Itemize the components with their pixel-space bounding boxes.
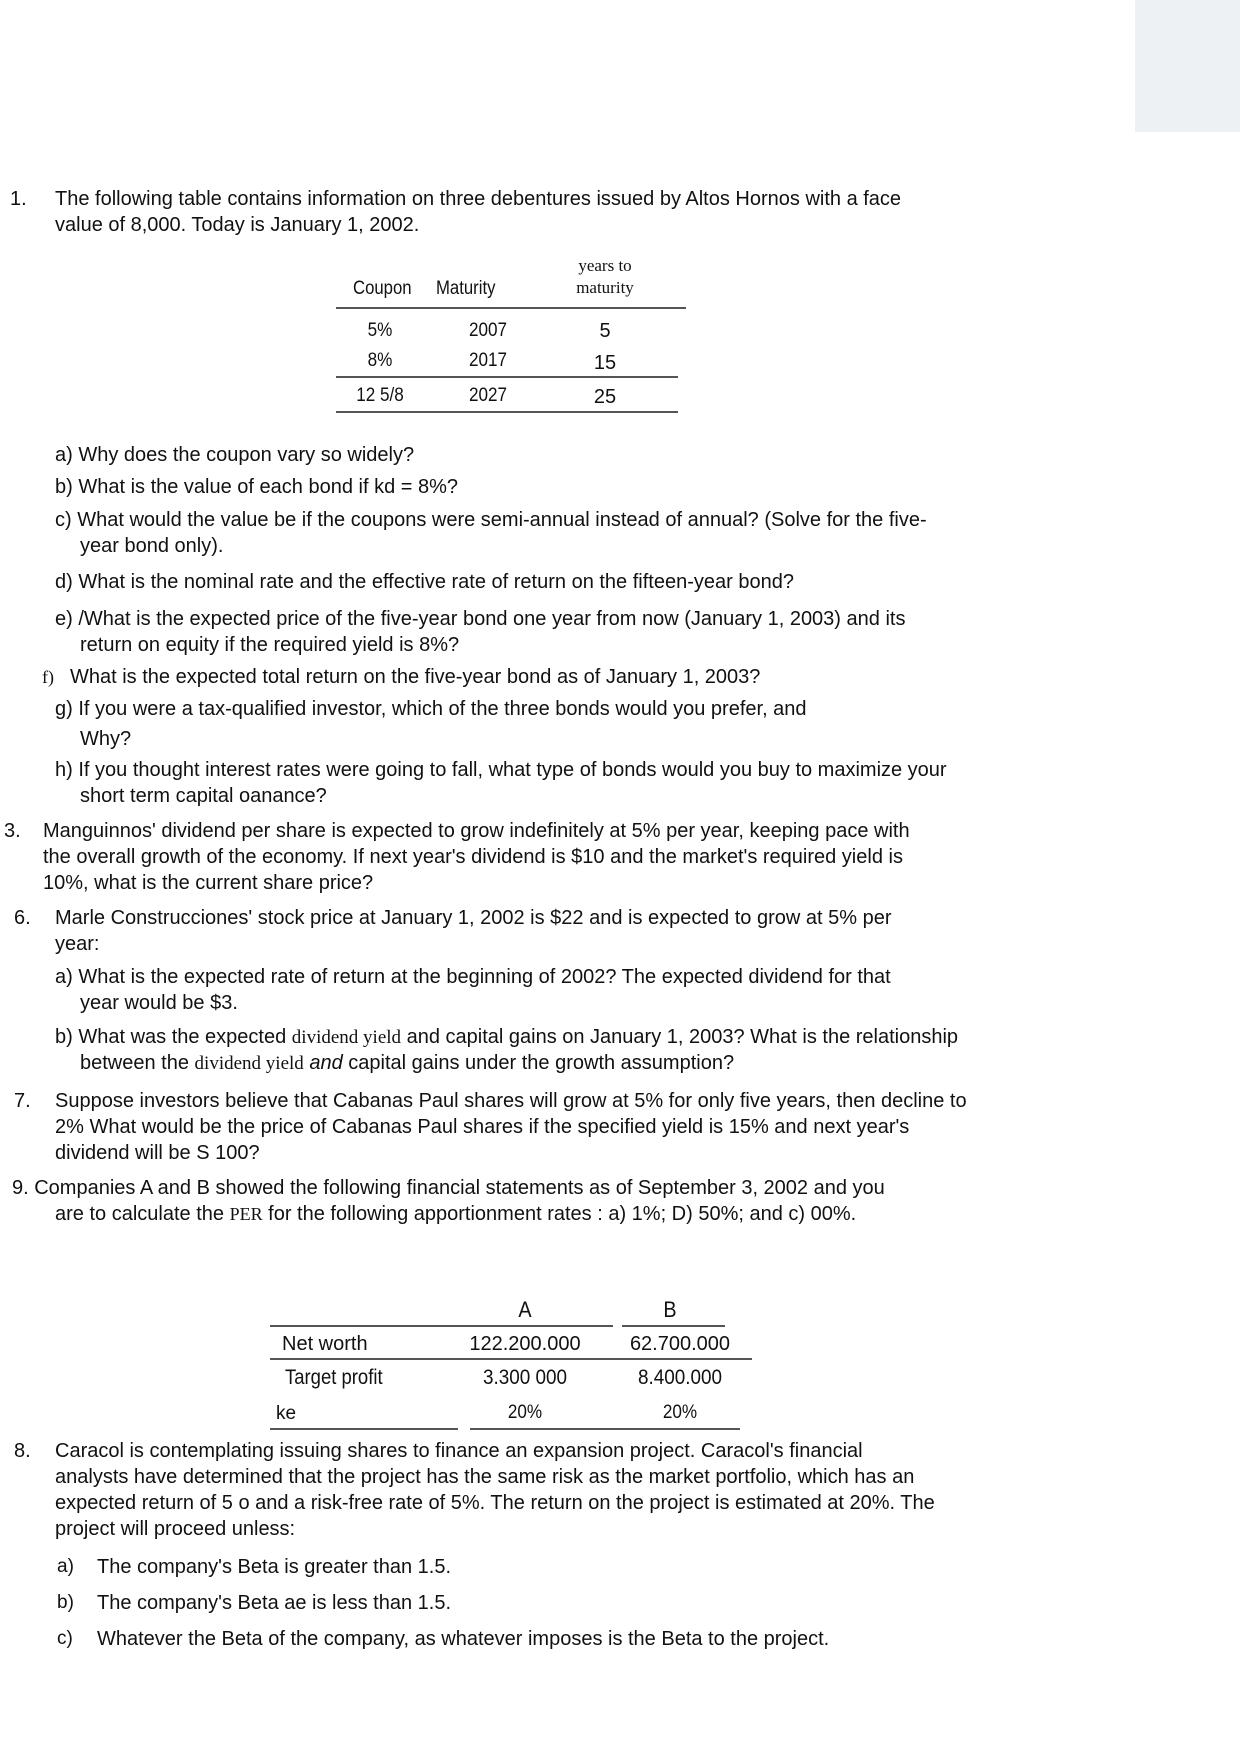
q1-part-h-line1: h) If you thought interest rates were going to fall, what type of bonds would you buy to maximize your bbox=[55, 759, 947, 781]
q6-part-b-line1 bbox=[55, 1024, 958, 1051]
bond-row1-years: 5 bbox=[599, 320, 611, 342]
q7-number: 7. bbox=[14, 1090, 31, 1112]
bond-header-coupon: Coupon bbox=[353, 278, 412, 299]
q3-line1: Manguinnos' dividend per share is expected to grow indefinitely at 5% per year, keeping pace with bbox=[43, 820, 910, 842]
q9-line2 bbox=[55, 1201, 856, 1227]
q1-part-g-line1: g) If you were a tax-qualified investor, which of the three bonds would you prefer, and bbox=[55, 698, 807, 720]
company-row1-label: Net worth bbox=[282, 1333, 368, 1355]
bond-bottom-rule bbox=[336, 411, 678, 413]
q1-part-e-line2: return on equity if the required yield is 8%? bbox=[80, 634, 460, 656]
q1-part-c-line2: year bond only). bbox=[80, 535, 224, 557]
company-header-rule-a bbox=[270, 1325, 613, 1327]
q6-part-a-line1: a) What is the expected rate of return at the beginning of 2002? The expected dividend for that bbox=[55, 966, 891, 988]
bond-row3-coupon: 12 5/8 bbox=[356, 385, 404, 406]
q6-b2-post: capital gains under the growth assumption? bbox=[348, 1052, 735, 1074]
bond-row2-coupon: 8% bbox=[367, 350, 393, 371]
q1-part-h-line2: short term capital oanance? bbox=[80, 785, 327, 807]
q8-line3: expected return of 5 o and a risk-free rate of 5%. The return on the project is estimated at 20%. The bbox=[55, 1492, 935, 1514]
q6-line2: year: bbox=[55, 933, 100, 955]
q3-number: 3. bbox=[4, 820, 21, 842]
q6-part-b-line2 bbox=[80, 1050, 734, 1077]
q8-line4: project will proceed unless: bbox=[55, 1518, 296, 1540]
q1-part-a: a) Why does the coupon vary so widely? bbox=[55, 444, 415, 466]
q6-number: 6. bbox=[14, 907, 31, 929]
q6-b1-term: dividend yield bbox=[291, 1027, 402, 1048]
q1-part-c-line1: c) What would the value be if the coupons were semi-annual instead of annual? (Solve for the five- bbox=[55, 509, 927, 531]
q1-part-b: b) What is the value of each bond if kd = 8%? bbox=[55, 476, 459, 498]
q8-number: 8. bbox=[14, 1440, 31, 1462]
corner-shade bbox=[1135, 0, 1240, 132]
q8-option-a-text: The company's Beta is greater than 1.5. bbox=[97, 1556, 452, 1578]
q6-line1: Marle Construcciones' stock price at January 1, 2002 is $22 and is expected to grow at 5% per bbox=[55, 907, 892, 929]
bond-row3-years: 25 bbox=[593, 386, 617, 408]
q7-line2: 2% What would be the price of Cabanas Paul shares if the specified yield is 15% and next year's bbox=[55, 1116, 910, 1138]
q1-part-f-label: f) bbox=[42, 667, 54, 687]
q7-line3: dividend will be S 100? bbox=[55, 1142, 260, 1164]
q1-part-d: d) What is the nominal rate and the effective rate of return on the fifteen-year bond? bbox=[55, 571, 794, 593]
bond-row1-maturity: 2007 bbox=[468, 320, 508, 341]
bond-header-years: years to bbox=[578, 256, 632, 275]
q1-line2: value of 8,000. Today is January 1, 2002. bbox=[55, 214, 420, 236]
bond-row3-maturity: 2027 bbox=[468, 385, 508, 406]
q6-b2-term: dividend yield bbox=[194, 1053, 304, 1074]
company-row1-a: 122.200.000 bbox=[469, 1333, 581, 1355]
q1-line1: The following table contains information on three debentures issued by Altos Hornos with a face bbox=[55, 188, 902, 210]
company-row2-label: Target profit bbox=[285, 1366, 383, 1389]
bond-row1-coupon: 5% bbox=[367, 320, 393, 341]
q7-line1: Suppose investors believe that Cabanas Paul shares will grow at 5% for only five years, then decline to bbox=[55, 1090, 967, 1112]
company-row3-a: 20% bbox=[507, 1402, 543, 1423]
company-col-a: A bbox=[518, 1297, 532, 1322]
bond-header-maturity-2: maturity bbox=[576, 278, 634, 297]
q9-term-per: PER bbox=[229, 1204, 263, 1224]
q3-line3: 10%, what is the current share price? bbox=[43, 872, 374, 894]
q8-option-c-text: Whatever the Beta of the company, as whatever imposes is the Beta to the project. bbox=[97, 1628, 830, 1650]
company-header-rule-b bbox=[622, 1325, 725, 1327]
q6-b2-pre: between the bbox=[80, 1052, 189, 1074]
company-row2-b: 8.400.000 bbox=[637, 1366, 723, 1389]
q1-number: 1. bbox=[10, 188, 27, 210]
bond-row2-maturity: 2017 bbox=[468, 350, 508, 371]
q8-option-c-label: c) bbox=[57, 1628, 73, 1649]
company-row1-b: 62.700.000 bbox=[629, 1333, 731, 1355]
q6-b2-and: and bbox=[309, 1052, 343, 1074]
q6-b1-pre: b) What was the expected bbox=[55, 1026, 287, 1048]
company-row3-b: 20% bbox=[662, 1402, 698, 1423]
q1-part-e-line1: e) /What is the expected price of the five-year bond one year from now (January 1, 2003) and its bbox=[55, 608, 906, 630]
q6-part-a-line2: year would be $3. bbox=[80, 992, 238, 1014]
q8-line1: Caracol is contemplating issuing shares to finance an expansion project. Caracol's financial bbox=[55, 1440, 863, 1462]
q1-part-f: What is the expected total return on the five-year bond as of January 1, 2003? bbox=[70, 666, 761, 688]
company-row1-rule bbox=[270, 1358, 752, 1360]
company-bottom-rule-right bbox=[470, 1428, 740, 1430]
q9-line1: 9. Companies A and B showed the following financial statements as of September 3, 2002 and you bbox=[12, 1177, 885, 1199]
q9-line2-pre: are to calculate the bbox=[55, 1203, 224, 1225]
bond-row2-rule bbox=[336, 376, 678, 378]
q8-option-b-text: The company's Beta ae is less than 1.5. bbox=[97, 1592, 452, 1614]
bond-row2-years: 15 bbox=[593, 352, 617, 374]
company-bottom-rule-left bbox=[270, 1428, 458, 1430]
company-col-b: B bbox=[663, 1297, 677, 1322]
q8-line2: analysts have determined that the project has the same risk as the market portfolio, which has an bbox=[55, 1466, 915, 1488]
q8-option-a-label: a) bbox=[57, 1556, 74, 1577]
q6-b1-post: and capital gains on January 1, 2003? What is the relationship bbox=[406, 1026, 959, 1048]
q9-line2-post: for the following apportionment rates : a) 1%; D) 50%; and c) 00%. bbox=[268, 1203, 857, 1225]
bond-header-rule bbox=[336, 307, 686, 309]
company-row2-a: 3.300 000 bbox=[482, 1366, 568, 1389]
company-row3-label: ke bbox=[276, 1403, 297, 1424]
bond-header-maturity: Maturity bbox=[436, 278, 496, 299]
q1-part-g-line2: Why? bbox=[80, 728, 132, 750]
q8-option-b-label: b) bbox=[57, 1592, 74, 1613]
q3-line2: the overall growth of the economy. If next year's dividend is $10 and the market's required yield is bbox=[43, 846, 903, 868]
